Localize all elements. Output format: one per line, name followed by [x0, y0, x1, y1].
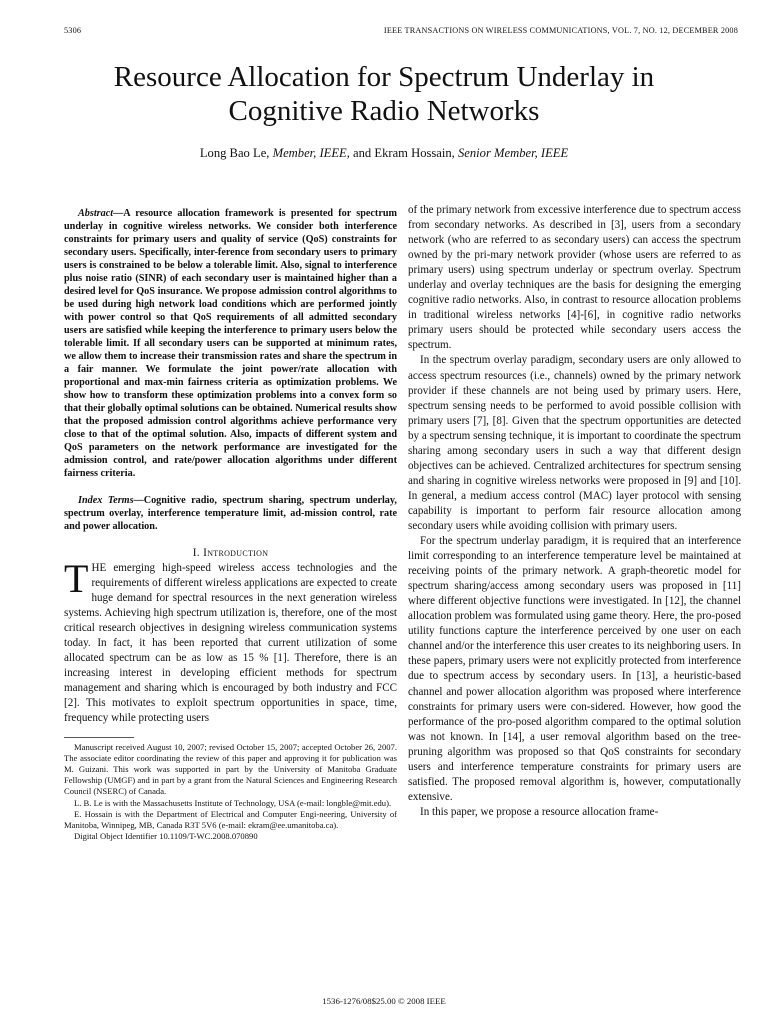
body-paragraph-4: In this paper, we propose a resource allocation frame- [420, 805, 659, 818]
page-number: 5306 [64, 26, 82, 35]
abstract-lead: Abstract [78, 208, 114, 219]
author-1-name: Long Bao Le, [199, 146, 270, 160]
footnote-manuscript: Manuscript received August 10, 2007; revised October 15, 2007; accepted October 26, 2007. The associate editor coordinating the review of this paper and approving it for publication was M. Guizani. This work was supported in part by the University of Manitoba Graduate Fellowship (UMGF) and in part by a grant from the Natural Sciences and Engineering Research Council (NSERC) of Canada. [64, 741, 397, 797]
title-line-2: Cognitive Radio Networks [228, 95, 540, 127]
left-column [64, 207, 397, 842]
abstract [64, 207, 397, 480]
section-title: Introduction [203, 547, 269, 559]
author-2-name: Ekram Hossain, [374, 146, 455, 160]
body-paragraph-2: In the spectrum overlay paradigm, secondary users are only allowed to access spectrum resources (i.e., channels) owned by the primary network provider if these channels are not being used by primary users. Here, spectrum sensing needs to be performed to avoid possible collision with primary users [7], [8]. Given that the spectrum opportunities are detected by a spectrum sensing technique, it is important to coordinate the spectrum sharing among secondary users in such a way that different design objectives can be achieved. Centralized architectures for spectrum sensing and sharing in cognitive wireless networks were proposed in [9] and [10]. In general, a medium access control (MAC) layer protocol with sensing capability is important to perform fair resource allocation among secondary users while avoiding collision with primary users. [408, 354, 741, 532]
footnote-doi: Digital Object Identifier 10.1109/T-WC.2008.070890 [74, 831, 258, 842]
copyright-line: 1536-1276/08$25.00 © 2008 IEEE [322, 996, 446, 1006]
body-paragraph-3: For the spectrum underlay paradigm, it is required that an interference limit corresponding to an interference temperature level be maintained at receiving points of the primary network. A graph-theoretic model for spectrum sharing/access among secondary users was proposed in [11] where different objective functions were investigated. In [12], the channel allocation problem was formulated using game theory. Here, the pro-posed utility functions capture the interference perceived by one user on each channel and/or the interference this user creates to its neighboring users. In these papers, primary users were not explicitly protected from interference due to spectrum access by secondary users. In [13], a heuristic-based channel and power allocation algorithm was proposed where interference constraints for primary users were con-sidered. However, how good the performance of the pro-posed algorithm compared to the optimal solution was not known. In [14], a user removal algorithm based on the tree-pruning algorithm was proposed so that QoS constraints for secondary users and interference temperature constraints for primary users are satisfied. The proposed removal algorithm is, however, computationally extensive. [408, 535, 741, 803]
abstract-text: —A resource allocation framework is presented for spectrum underlay in cognitive wireless networks. We consider both interference constraints for primary users and quality of service (QoS) constraints for secondary users. Specifically, inter-ference from secondary users to primary users is constrained to be below a tolerable limit. Also, signal to interference plus noise ratio (SINR) of each secondary user is maintained higher than a desired level for QoS insurance. We propose admission control algorithms to be used during high network load conditions which are performed jointly with power control so that QoS requirements of all admitted secondary users are satisfied while keeping the interference to primary users below the tolerable limit. If all secondary users can be supported at minimum rates, we allow them to increase their transmission rates and share the spectrum in a fair manner. We formulate the joint power/rate allocation with proportional and max-min fairness criteria as optimization problems. We show how to transform these optimization problems into a convex form so that their globally optimal solutions can be obtained. Numerical results show that the proposed admission control algorithms achieve performance very close to that of the optimal solution. Also, impacts of different system and QoS parameters on the network performance are investigated for the admission control, and rate/power allocation algorithms under different fairness criteria. [64, 208, 397, 479]
footnote-author-2: E. Hossain is with the Department of Electrical and Computer Engi-neering, University of Manitoba, Winnipeg, MB, Canada R3T 5V6 (e-mail: ekram@ee.umanitoba.ca). [64, 808, 397, 830]
footnotes [64, 742, 397, 843]
right-column [408, 203, 741, 820]
section-numeral: I. [192, 547, 200, 559]
author-1-role: Member, IEEE, [272, 146, 350, 160]
journal-name: IEEE TRANSACTIONS ON WIRELESS COMMUNICATIONS, VOL. 7, NO. 12, DECEMBER 2008 [383, 26, 738, 35]
index-terms-lead: Index Terms [78, 495, 134, 506]
author-line [0, 146, 768, 161]
author-and: and [353, 146, 372, 160]
intro-paragraph-1: THE emerging high-speed wireless access technologies and the requirements of different wireless applications are expected to create huge demand for spectral resources in the next generation wireless systems. Achieving high spectrum utilization is, therefore, one of the most critical research objectives in designing wireless communication systems today. In fact, it has been reported that current utilization of some allocated spectrum can be as low as 15 % [1]. Therefore, there is an increasing interest in developing efficient methods for spectrum management and sharing which is encouraged by both industry and FCC [2]. This motivates to exploit spectrum opportunities in space, time, frequency while protecting users [64, 556, 397, 725]
section-heading-introduction [64, 547, 397, 559]
paper-title [0, 60, 768, 128]
body-paragraph-1: of the primary network from excessive interference due to spectrum access from secondary networks. As described in [3], users from a secondary network (who are referred to as secondary users) can access the spectrum owned by the pri-mary network provider (whose users are referred to as primary users) using spectrum underlay or spectrum overlay. Spectrum underlay and overlay techniques are the basis for designing the emerging cognitive radio networks. Also, in contrast to resource allocation problems in traditional wireless networks [4]-[6], in cognitive radio networks primary users should be protected while secondary users access the spectrum. [408, 204, 741, 352]
title-line-1: Resource Allocation for Spectrum Underlay in [113, 61, 655, 93]
index-terms-text: —Cognitive radio, spectrum sharing, spectrum underlay, spectrum overlay, interference temperature limit, ad-mission control, rate and power allocation. [64, 495, 397, 532]
footnote-author-1: L. B. Le is with the Massachusetts Institute of Technology, USA (e-mail: longble@mit.edu). [74, 797, 392, 808]
footnote-divider [64, 737, 134, 738]
index-terms [64, 494, 397, 533]
author-2-role: Senior Member, IEEE [458, 146, 569, 160]
